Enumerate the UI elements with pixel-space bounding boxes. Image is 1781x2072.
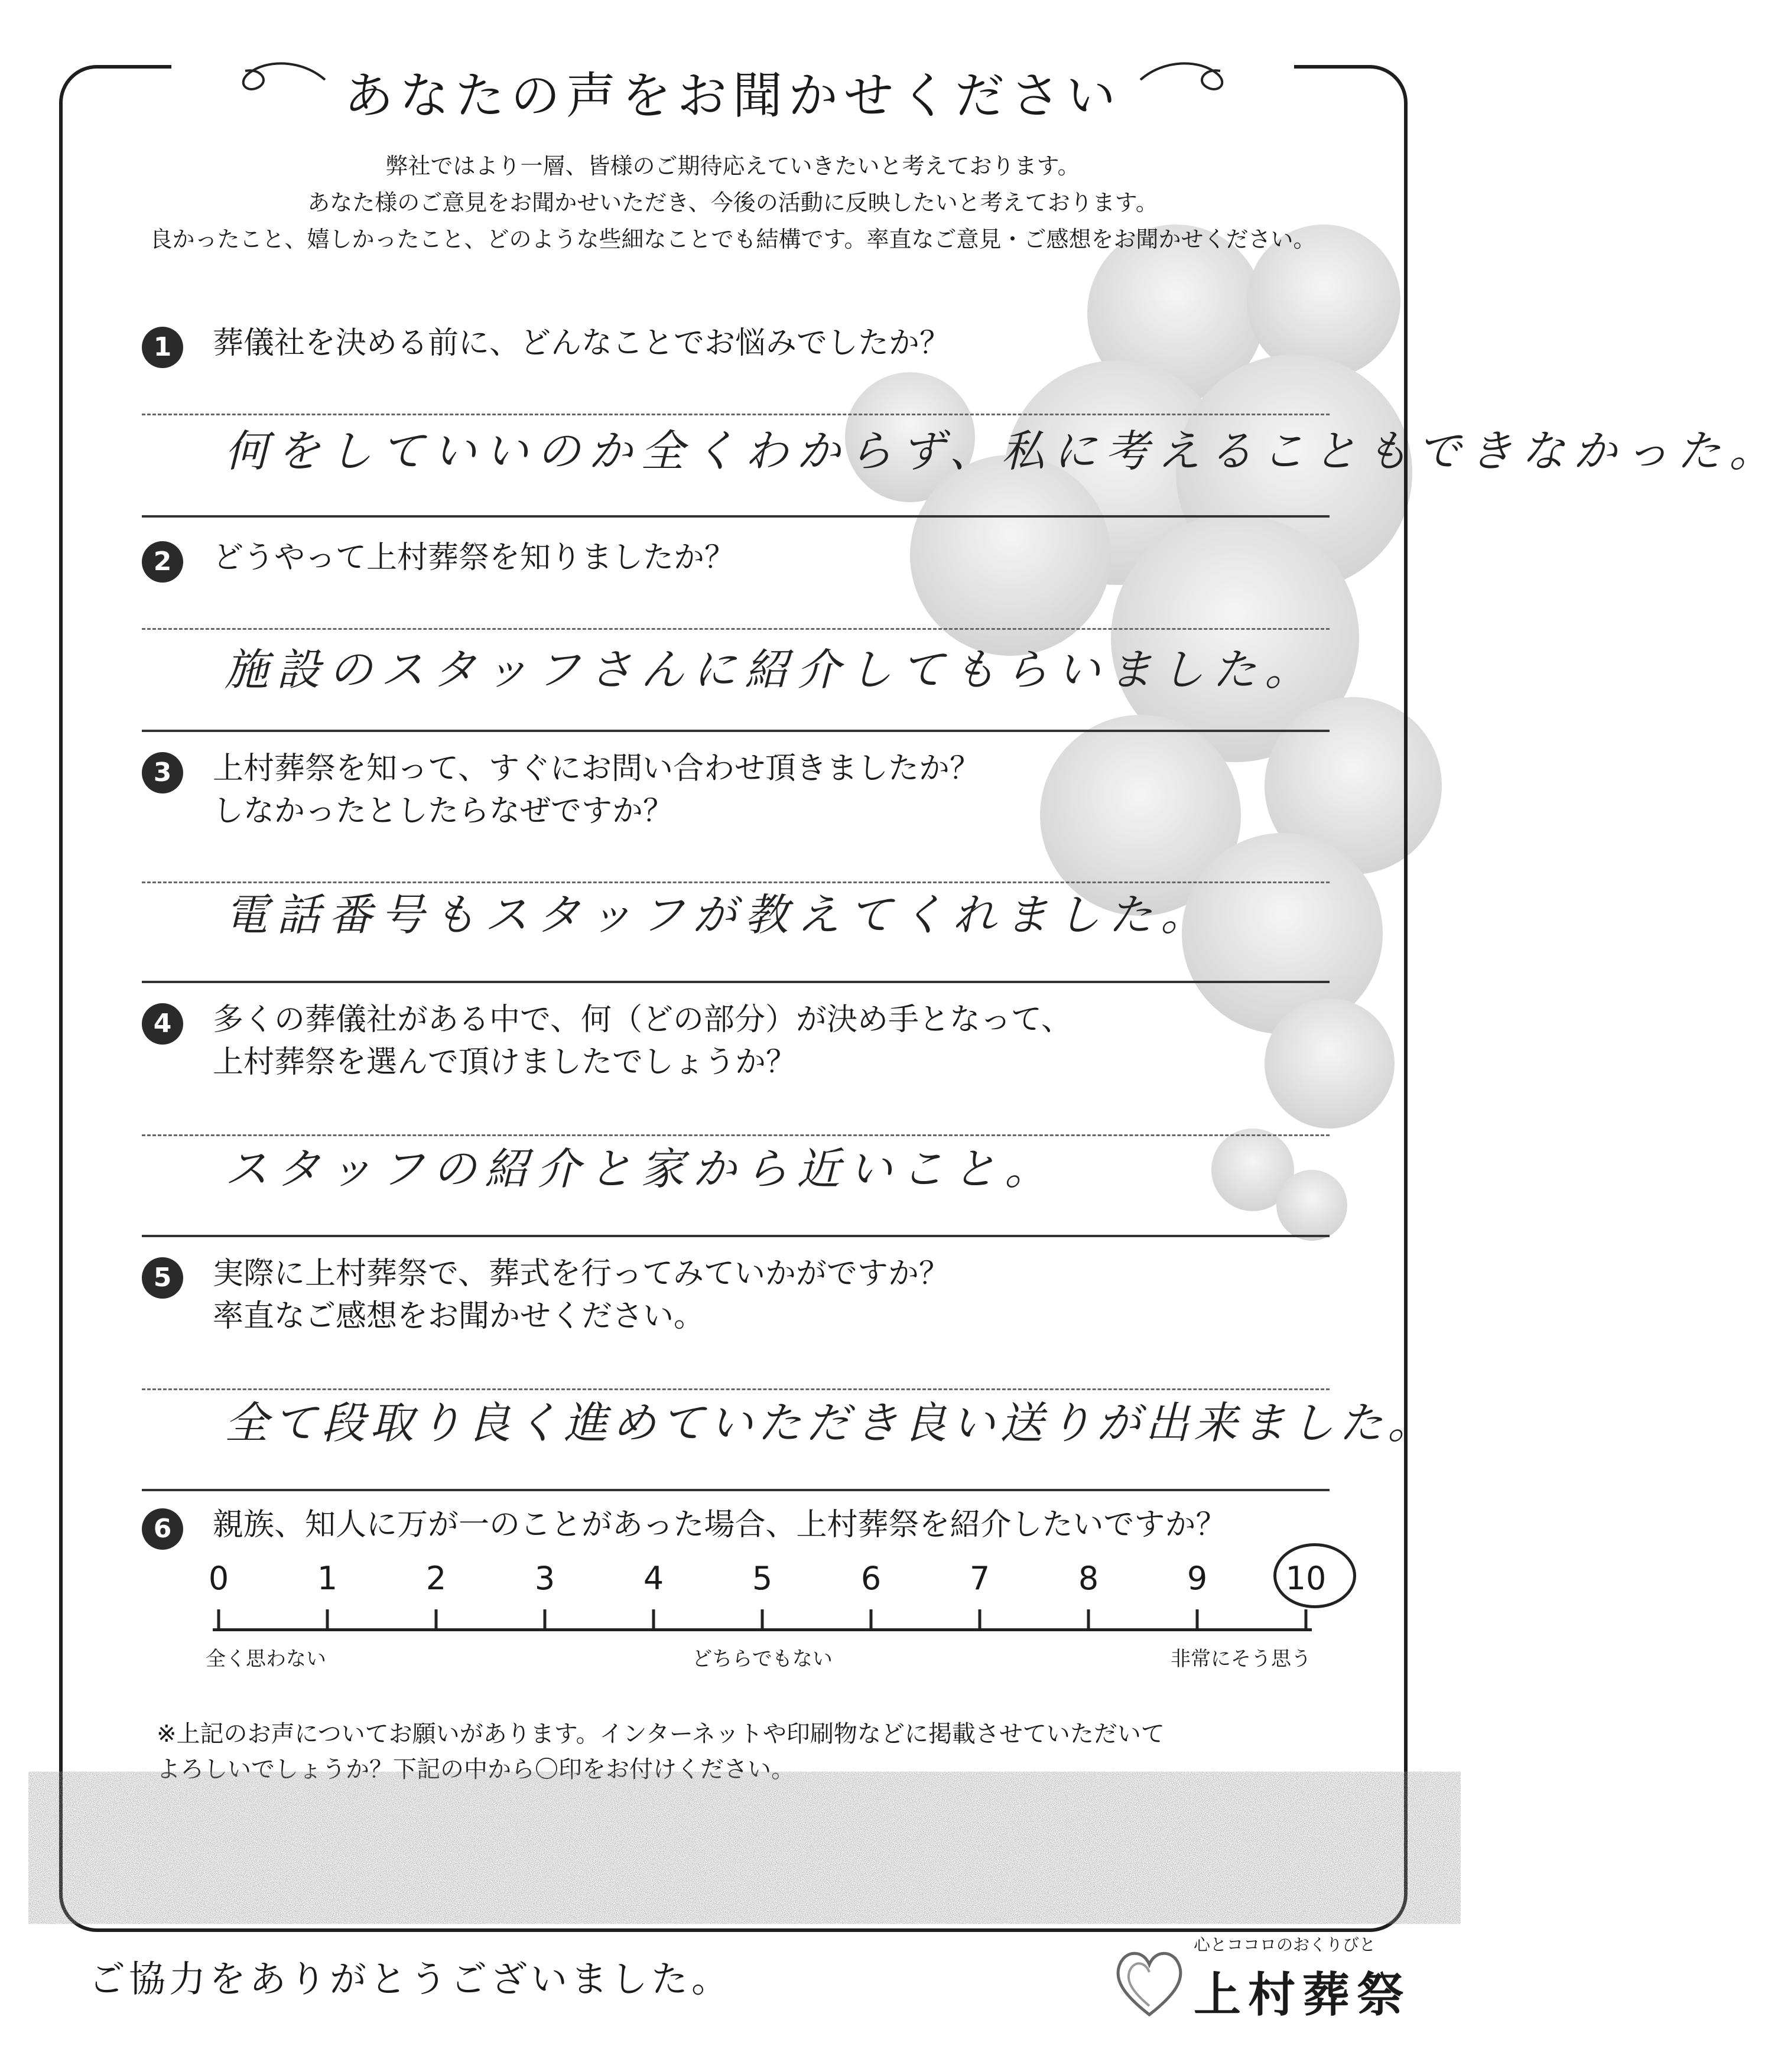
answer-handwriting: 全て段取り良く進めていただき良い送りが出来ました。 <box>225 1398 1436 1449</box>
scale-tick-mark <box>979 1609 982 1629</box>
scale-tick-label[interactable]: 10 <box>1285 1560 1327 1597</box>
scale-tick-label[interactable]: 6 <box>860 1560 882 1597</box>
section-divider <box>142 1235 1330 1237</box>
scale-tick-label[interactable]: 3 <box>534 1560 555 1597</box>
scale-tick-label[interactable]: 5 <box>752 1560 773 1597</box>
scale-tick-label[interactable]: 2 <box>425 1560 447 1597</box>
question-number-badge: 6 <box>142 1508 183 1550</box>
page-title: あなたの声をお聞かせください <box>343 67 1122 125</box>
scale-tick-label[interactable]: 4 <box>643 1560 664 1597</box>
question-line: 実際に上村葬祭で、葬式を行ってみていかがですか？ <box>213 1256 950 1292</box>
question-text <box>213 998 1072 1084</box>
question-number-badge: 3 <box>142 752 183 793</box>
scale-tick-label[interactable]: 7 <box>969 1560 990 1597</box>
answer-handwriting: スタッフの紹介と家から近いこと。 <box>225 1144 1057 1195</box>
question-text <box>213 747 980 832</box>
question-line: 率直なご感想をお聞かせください。 <box>213 1299 705 1334</box>
question-text <box>213 1253 950 1338</box>
scale-tick-mark <box>435 1609 438 1629</box>
intro-line: あなた様のご意見をお聞かせいただき、今後の活動に反映したいと考えております。 <box>307 190 1158 216</box>
scale-tick-mark <box>1196 1609 1199 1629</box>
question-number-badge: 5 <box>142 1257 183 1299</box>
answer-guide-line <box>142 414 1330 415</box>
question-line: 親族、知人に万が一のことがあった場合、上村葬祭を紹介したいですか？ <box>213 1507 1227 1543</box>
section-divider <box>142 1489 1330 1491</box>
logo-tagline: 心とココロのおくりびと <box>1194 1935 1376 1954</box>
intro-line: 良かったこと、嬉しかったこと、どのような些細なことでも結構です。率直なご意見・ご感想をお聞かせください。 <box>150 226 1316 252</box>
question-text <box>213 1504 1226 1546</box>
logo-company-name: 上村葬祭 <box>1194 1967 1411 2022</box>
scale-tick-label[interactable]: 8 <box>1078 1560 1099 1597</box>
scale-tick-mark <box>544 1609 547 1629</box>
scale-tick-mark <box>217 1609 220 1629</box>
rating-scale <box>206 1560 1327 1690</box>
thanks-message: ご協力をありがとうございました。 <box>89 1957 732 2001</box>
answer-guide-line <box>142 628 1330 630</box>
answer-handwriting: 施設のスタッフさんに紹介してもらいました。 <box>225 645 1317 695</box>
scale-tick-label[interactable]: 1 <box>317 1560 338 1597</box>
scale-label-right: 非常にそう思う <box>1171 1647 1311 1671</box>
section-divider <box>142 515 1330 518</box>
scale-tick-mark <box>652 1609 655 1629</box>
scale-tick-mark <box>1305 1609 1308 1629</box>
scale-label-left: 全く思わない <box>206 1647 326 1671</box>
scale-tick-mark <box>326 1609 329 1629</box>
question-line: しなかったとしたらなぜですか？ <box>213 793 674 829</box>
question-line: 葬儀社を決める前に、どんなことでお悩みでしたか？ <box>213 326 951 361</box>
question-line: 上村葬祭を知って、すぐにお問い合わせ頂きましたか？ <box>213 751 980 786</box>
section-divider <box>142 730 1330 732</box>
scale-tick-label[interactable]: 9 <box>1187 1560 1208 1597</box>
intro-text <box>0 148 1465 258</box>
heart-logo-icon <box>1111 1938 1188 2027</box>
scale-tick-label[interactable]: 0 <box>208 1560 229 1597</box>
question-number-badge: 2 <box>142 541 183 583</box>
redacted-area <box>148 1784 1341 1911</box>
question-line: 多くの葬儀社がある中で、何（どの部分）が決め手となって、 <box>213 1002 1072 1037</box>
scale-tick-mark <box>1087 1609 1090 1629</box>
answer-handwriting: 何をしていいのか全くわからず、私に考えることもできなかった。 <box>225 426 1781 477</box>
question-text <box>213 322 950 365</box>
scale-label-middle: どちらでもない <box>692 1647 833 1671</box>
company-logo <box>1111 1932 1411 2032</box>
consent-note <box>157 1716 1165 1787</box>
question-number-badge: 4 <box>142 1003 183 1045</box>
question-number-badge: 1 <box>142 327 183 368</box>
question-line: どうやって上村葬祭を知りましたか？ <box>213 540 736 575</box>
question-line: 上村葬祭を選んで頂けましたでしょうか？ <box>213 1045 797 1080</box>
section-divider <box>142 981 1330 983</box>
question-text <box>213 536 735 579</box>
scale-tick-mark <box>761 1609 764 1629</box>
intro-line: 弊社ではより一層、皆様のご期待応えていきたいと考えております。 <box>385 153 1080 179</box>
scale-tick-mark <box>870 1609 873 1629</box>
note-line: ※上記のお声についてお願いがあります。インターネットや印刷物などに掲載させていただいて <box>157 1720 1165 1748</box>
note-line: よろしいでしょうか？下記の中から〇印をお付けください。 <box>157 1756 795 1783</box>
selected-rating-circle <box>1273 1543 1356 1608</box>
answer-handwriting: 電話番号もスタッフが教えてくれました。 <box>225 890 1213 941</box>
